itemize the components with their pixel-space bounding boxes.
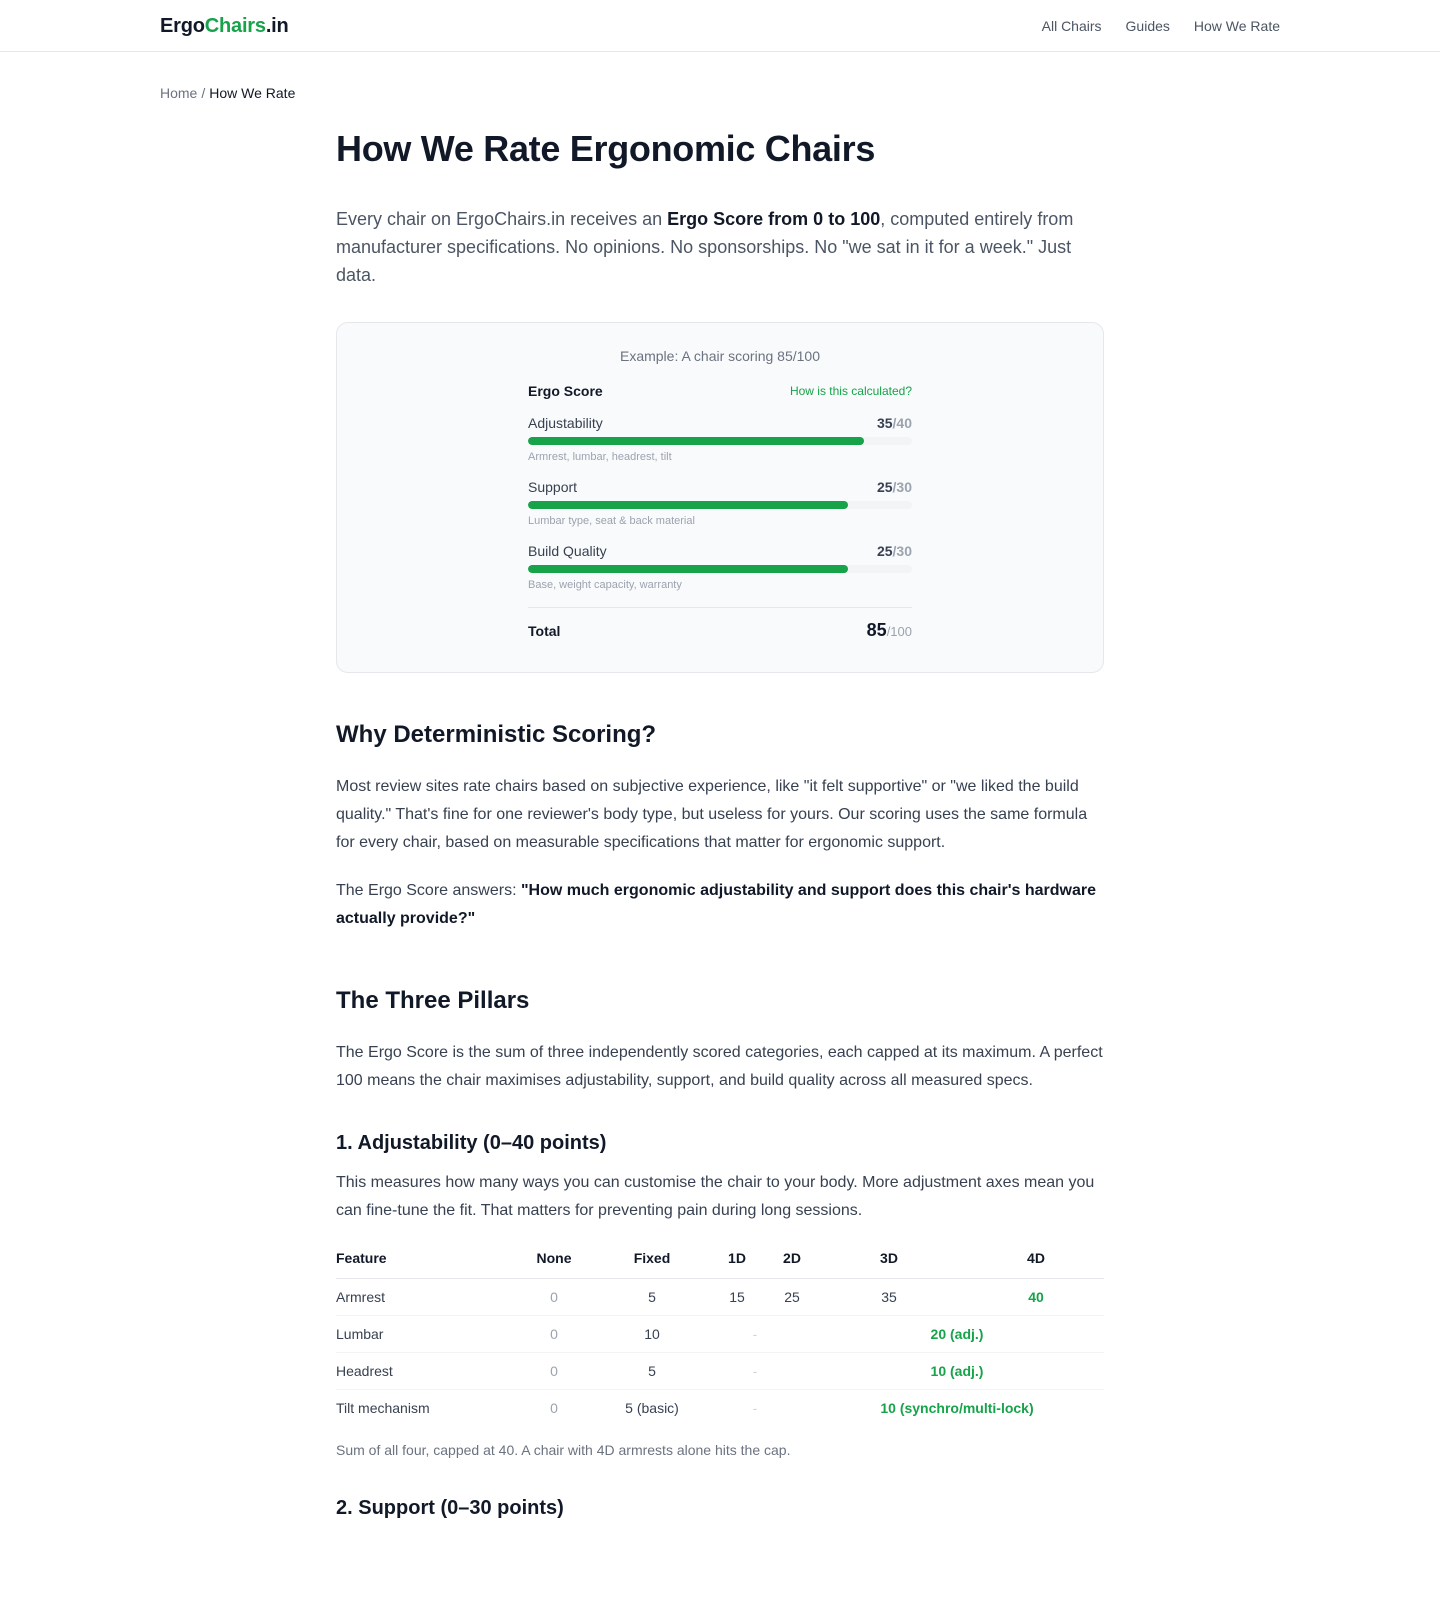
pillar-note: Base, weight capacity, warranty [528, 579, 682, 591]
cell-dash: - [700, 1315, 810, 1352]
logo-part-tld: .in [265, 14, 289, 37]
table-row-headrest [336, 1352, 1104, 1389]
cell-4d: 40 [968, 1278, 1104, 1315]
col-header-fixed: Fixed [604, 1250, 700, 1278]
col-header-none: None [504, 1250, 604, 1278]
total-score-value: 85 [866, 620, 887, 640]
example-caption: Example: A chair scoring 85/100 [619, 348, 820, 364]
score-card-title: Ergo Score [528, 383, 603, 399]
pillar-score-max: /30 [892, 543, 912, 559]
col-header-1d: 1D [700, 1250, 774, 1278]
cell-adjustable: 10 (synchro/multi-lock) [880, 1399, 1034, 1416]
lead-text-before: Every chair on ErgoChairs.in receives an [336, 209, 668, 229]
three-pillars-intro: The Ergo Score is the sum of three independently scored categories, each capped at its maximum. A perfect 100 means the chair maximises adjustability, support, and build quality across all measured specs. [336, 1044, 1103, 1089]
three-pillars-heading: The Three Pillars [336, 987, 530, 1014]
pillar-bar-fill [528, 501, 848, 509]
why-paragraph-1: Most review sites rate chairs based on subjective experience, like "it felt supportive" or "we liked the build quality." That's fine for one reviewer's body type, but useless for yours. Our scoring uses the same formula for every chair, based on measurable specifications that matter for ergonomic support. [336, 778, 1088, 851]
total-row [528, 607, 912, 641]
breadcrumb-current: How We Rate [209, 85, 296, 101]
pillar-score-value: 25 [876, 479, 893, 495]
pillar-score-max: /30 [892, 479, 912, 495]
pillar-bar-fill [528, 437, 864, 445]
table-row-armrest [336, 1278, 1104, 1315]
header-inner [160, 0, 1280, 52]
cell-feature: Armrest [336, 1278, 504, 1315]
total-score-max: /100 [886, 624, 912, 639]
site-header [0, 0, 1440, 52]
cell-none: 0 [504, 1278, 604, 1315]
col-header-2d: 2D [774, 1250, 810, 1278]
nav-all-chairs[interactable]: All Chairs [1041, 18, 1102, 34]
article [336, 125, 1104, 1522]
why-p2-question: "How much ergonomic adjustability and support does this chair's hardware actually provide?" [336, 882, 1097, 927]
pillar-row [528, 415, 912, 431]
pillar-note: Lumbar type, seat & back material [528, 515, 695, 527]
page-title: How We Rate Ergonomic Chairs [336, 128, 876, 169]
cell-fixed: 5 (basic) [625, 1399, 679, 1416]
breadcrumb-home[interactable]: Home [160, 85, 198, 101]
pillar-bar-track [528, 437, 912, 445]
cell-fixed: 5 [604, 1352, 700, 1389]
cell-feature: Lumbar [336, 1315, 504, 1352]
cell-dash: - [700, 1352, 810, 1389]
cell-feature: Headrest [336, 1352, 504, 1389]
cell-dash: - [752, 1399, 758, 1416]
nav-how-we-rate[interactable]: How We Rate [1193, 18, 1280, 34]
pillar-label: Support [528, 479, 578, 495]
pillar-bar-track [528, 565, 912, 573]
pillar-label: Build Quality [528, 543, 607, 559]
total-label: Total [528, 622, 561, 639]
main-nav [1042, 18, 1280, 34]
cell-adjustable: 10 (adj.) [810, 1352, 1104, 1389]
adjustability-table-note: Sum of all four, capped at 40. A chair with 4D armrests alone hits the cap. [336, 1442, 791, 1458]
pillar-score [877, 415, 912, 431]
how-calculated-link[interactable]: How is this calculated? [789, 384, 912, 398]
lead-text-after: , computed entirely from manufacturer specifications. No opinions. No sponsorships. No "we sat in it for a week." Just data. [336, 209, 1074, 285]
logo-part-chairs: Chairs [204, 14, 266, 37]
cell-2d: 25 [774, 1278, 810, 1315]
pillar-bar-fill [528, 565, 848, 573]
pillar-score-value: 25 [876, 543, 893, 559]
pillar-adjustability [528, 415, 912, 463]
pillar-build-quality [528, 543, 912, 591]
why-p2-before: The Ergo Score answers: [336, 882, 521, 899]
score-card [528, 383, 912, 641]
pillar-bar-track [528, 501, 912, 509]
cell-fixed: 5 [604, 1278, 700, 1315]
lead-paragraph [336, 205, 1104, 289]
breadcrumb [160, 52, 1280, 101]
pillar-score-max: /40 [892, 415, 912, 431]
col-header-feature: Feature [336, 1250, 504, 1278]
adjustability-heading: 1. Adjustability (0–40 points) [336, 1132, 607, 1154]
total-score [867, 620, 912, 641]
breadcrumb-separator: / [201, 85, 206, 101]
cell-adjustable: 20 (adj.) [810, 1315, 1104, 1352]
col-header-4d: 4D [968, 1250, 1104, 1278]
cell-3d: 35 [810, 1278, 968, 1315]
pillar-note: Armrest, lumbar, headrest, tilt [528, 451, 672, 463]
cell-none: 0 [550, 1399, 558, 1416]
site-logo[interactable] [160, 15, 289, 38]
cell-fixed: 10 [604, 1315, 700, 1352]
table-row-tilt [336, 1389, 1104, 1426]
pillar-support [528, 479, 912, 527]
table-header-row [336, 1250, 1104, 1278]
pillar-score [877, 543, 912, 559]
cell-1d: 15 [700, 1278, 774, 1315]
cell-none: 0 [504, 1352, 604, 1389]
cell-none: 0 [504, 1315, 604, 1352]
pillar-row [528, 543, 912, 559]
logo-part-ergo: Ergo [160, 14, 205, 37]
pillar-score [877, 479, 912, 495]
col-header-3d: 3D [810, 1250, 968, 1278]
why-heading: Why Deterministic Scoring? [336, 721, 657, 748]
adjustability-table [336, 1250, 1104, 1426]
table-row-lumbar [336, 1315, 1104, 1352]
cell-feature: Tilt mechanism [336, 1399, 430, 1416]
why-paragraph-2 [336, 877, 1104, 933]
support-heading: 2. Support (0–30 points) [336, 1497, 564, 1519]
example-score-box [336, 322, 1104, 673]
pillar-label: Adjustability [528, 415, 603, 431]
pillar-score-value: 35 [876, 415, 893, 431]
adjustability-text: This measures how many ways you can customise the chair to your body. More adjustment axes mean you can fine-tune the fit. That matters for preventing pain during long sessions. [336, 1174, 1095, 1219]
nav-guides[interactable]: Guides [1125, 18, 1170, 34]
score-card-header [528, 383, 912, 399]
lead-text-strong: Ergo Score from 0 to 100 [667, 209, 881, 229]
pillar-row [528, 479, 912, 495]
